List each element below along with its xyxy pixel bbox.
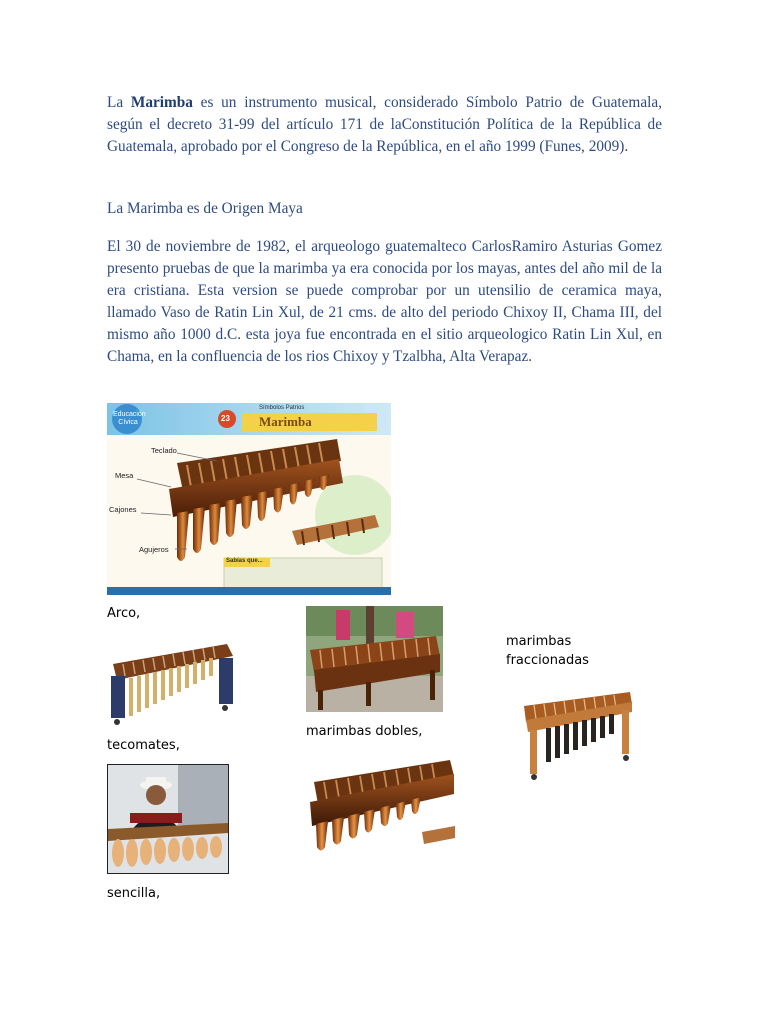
dobles-drawing <box>306 606 443 712</box>
tecomates-marimba-image <box>107 764 229 874</box>
origin-paragraph: El 30 de noviembre de 1982, el arqueologo guatemalteco CarlosRamiro Asturias Gomez presento pruebas de que la marimba ya era conocida por los mayas, antes del año mil de la era cristiana. Esta version se puede comprobar por un utensilio de ceramica maya, llamado Vaso de Ratin Lin Xul, de 21 cms. de alto del periodo Chixoy II, Chama III, del mismo año 1000 d.C. esta joya fue encontrada en el sitio arqueologico Ratin Lin Xul, en Chama, en la confluencia de los rios Chixoy y Tzalbha, Alta Verapaz. <box>107 238 662 365</box>
caption-tecomates: tecomates, <box>107 738 180 753</box>
caption-arco: Arco, <box>107 606 141 621</box>
caption-sencilla: sencilla, <box>107 886 161 901</box>
poster-subtitle: Símbolos Patrios <box>259 405 305 411</box>
label-agujeros: Agujeros <box>139 545 169 554</box>
intro-rest: es un instrumento musical, considerado Símbolo Patrio de Guatemala, según el decreto 31-99 del artículo 171 de laConstitución Política de la República de Guatemala, aprobado por el Congreso de la República, en el año 1999 (Funes, 2009). <box>107 94 662 155</box>
poster-title: Marimba <box>259 414 312 429</box>
intro-lead: La <box>107 94 124 111</box>
poster-badge: Educación Cívica <box>113 411 146 426</box>
marimba-term: Marimba <box>130 94 193 111</box>
fraccionadas-marimba-image <box>522 690 634 782</box>
fraccionadas-drawing <box>522 690 634 782</box>
label-cajones: Cajones <box>109 505 137 514</box>
marimba-poster <box>107 403 391 595</box>
dobles-marimba-image <box>306 606 443 712</box>
intro-paragraph <box>107 92 662 158</box>
arco-marimba-image <box>107 636 237 726</box>
caption-fraccionadas: marimbas fraccionadas <box>506 634 589 668</box>
poster-badge-number: 23 <box>221 414 230 423</box>
sencilla-drawing <box>310 756 455 856</box>
section-heading: La Marimba es de Origen Maya <box>107 200 303 217</box>
arco-marimba-drawing <box>107 636 237 726</box>
sabias-title: Sabías que... <box>226 558 263 564</box>
poster-illustration <box>107 403 391 595</box>
label-mesa: Mesa <box>115 471 134 480</box>
caption-dobles: marimbas dobles, <box>306 724 423 739</box>
sencilla-marimba-image <box>310 756 455 856</box>
tecomates-drawing <box>108 765 228 873</box>
label-teclado: Teclado <box>151 446 177 455</box>
